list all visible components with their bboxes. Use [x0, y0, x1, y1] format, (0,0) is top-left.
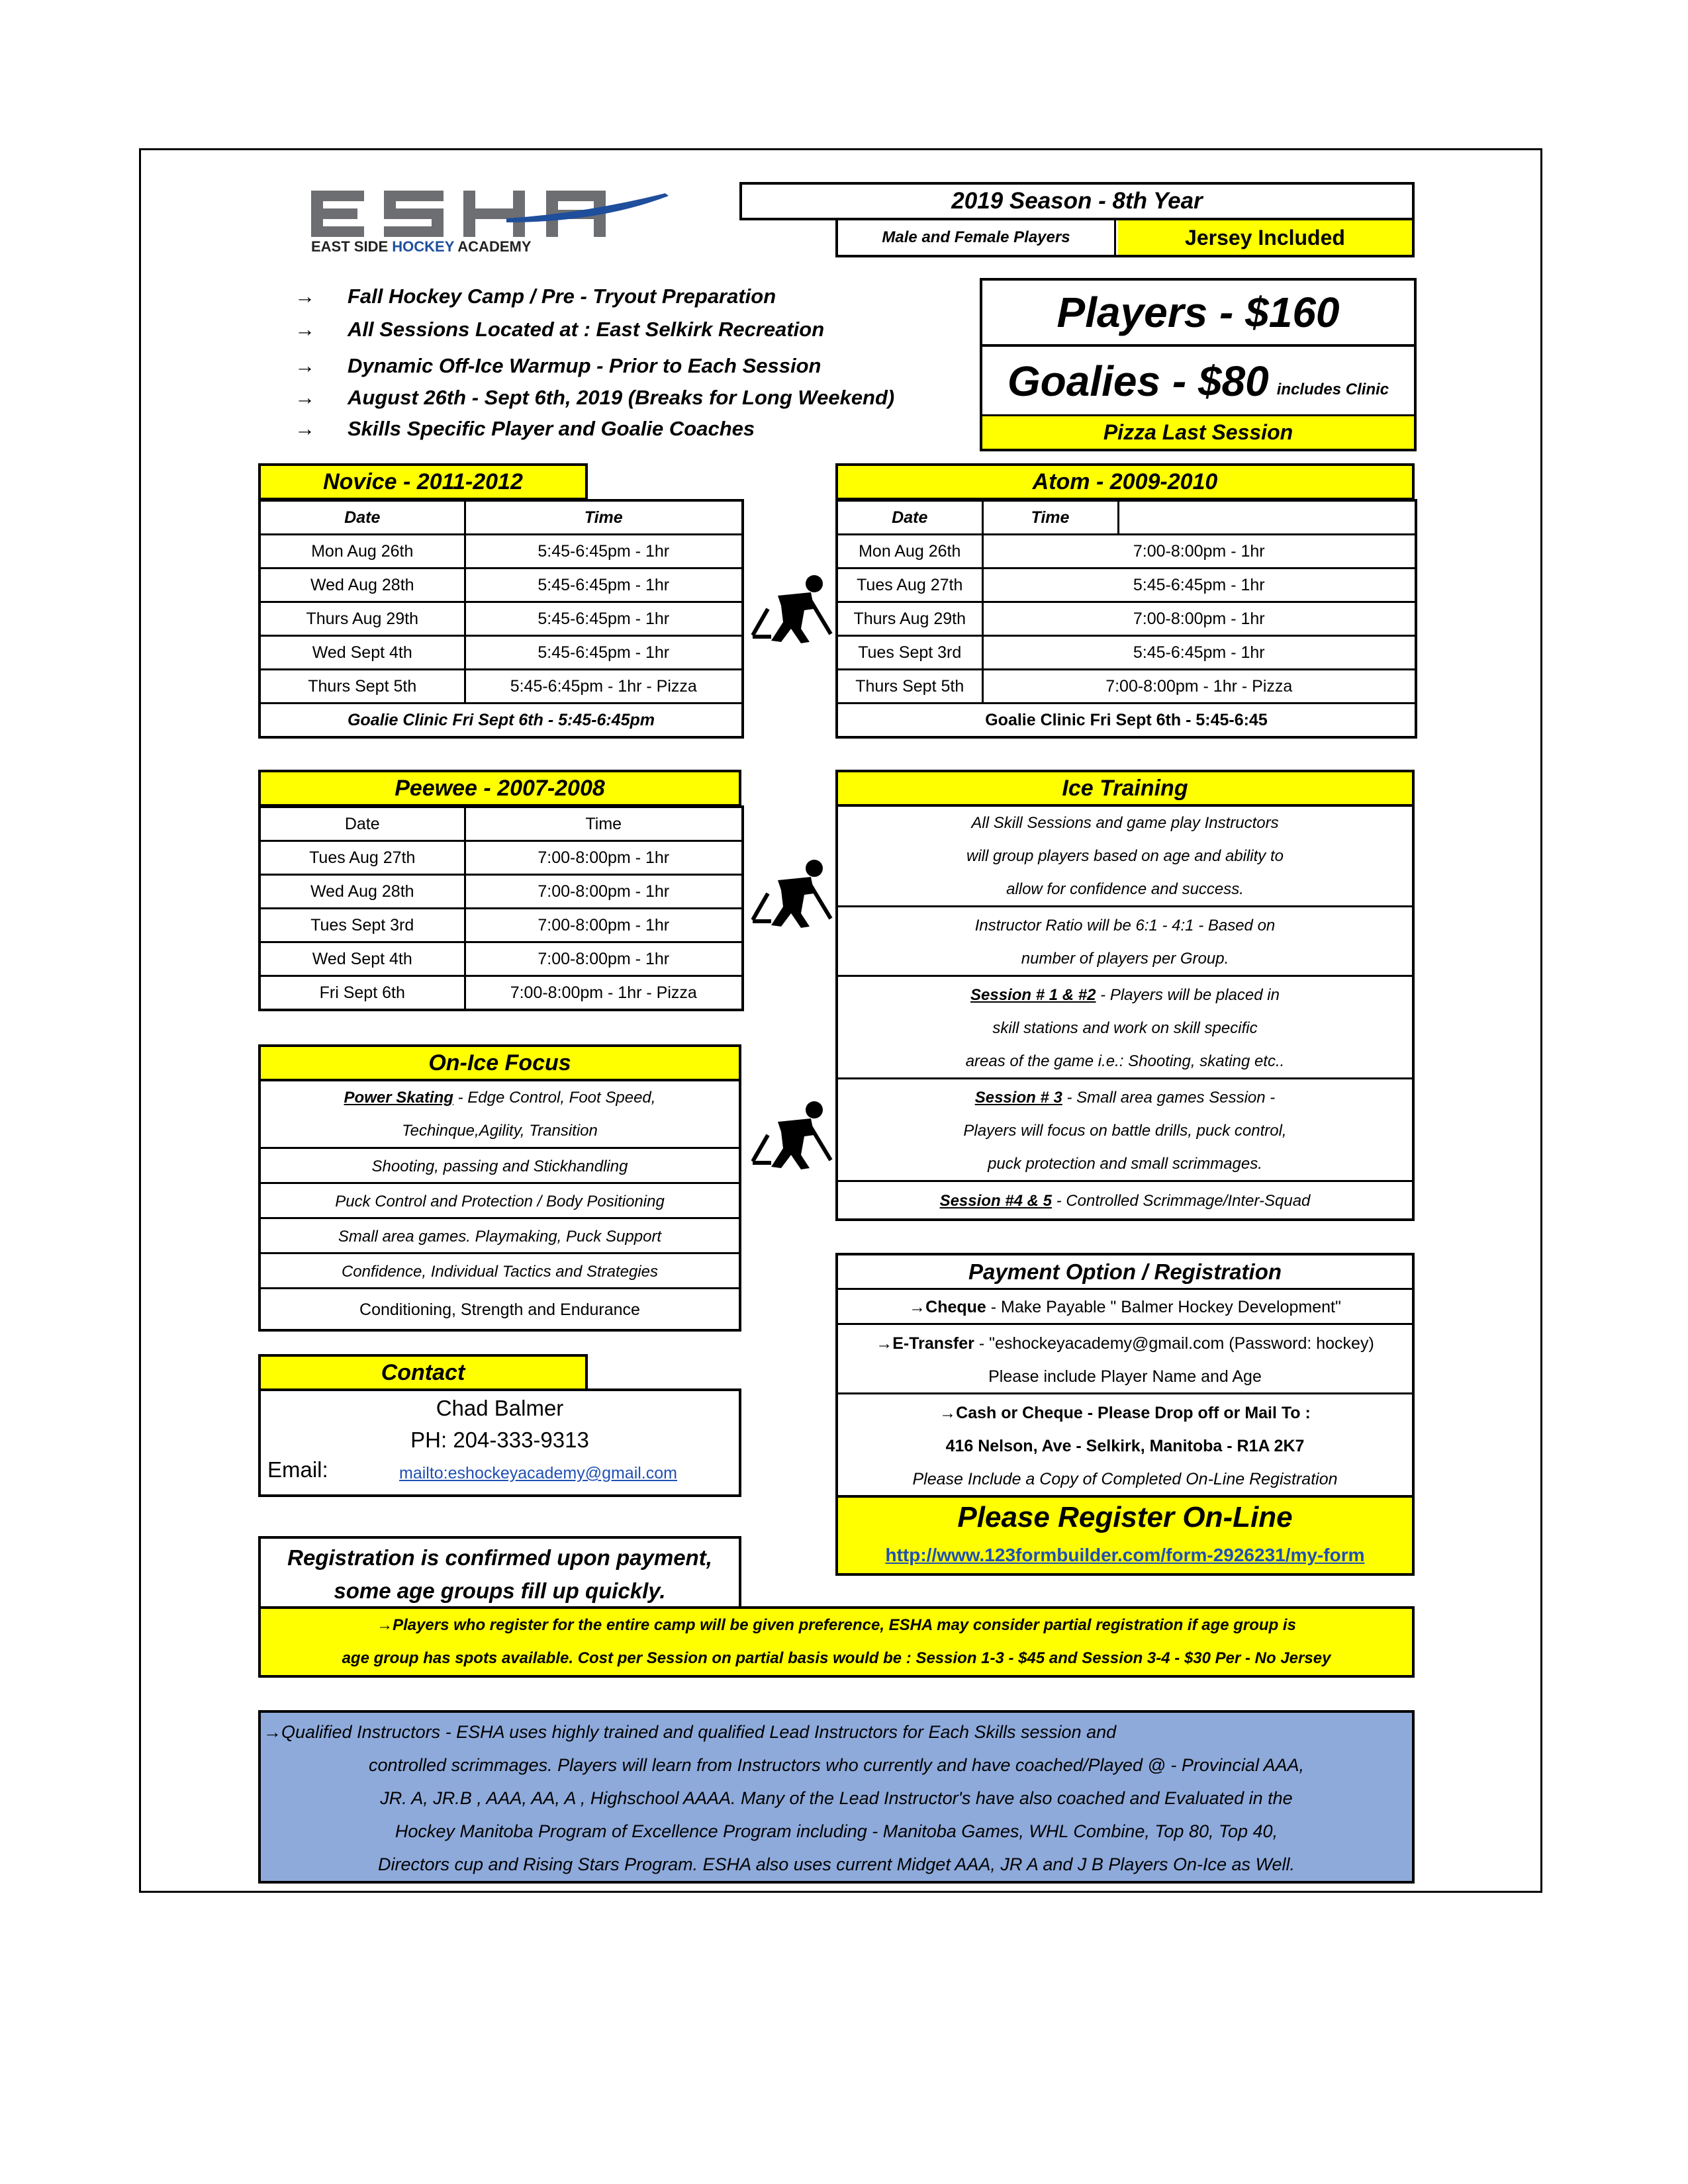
table-row: [259, 569, 743, 602]
time-cell: 7:00-8:00pm - 1hr: [982, 602, 1416, 636]
date-cell: Wed Aug 28th: [259, 875, 465, 909]
instructors-line-5: Directors cup and Rising Stars Program. ESHA also uses current Midget AAA, JR A and J B Players On-Ice as Well.: [377, 1854, 1295, 1874]
goalie-clinic-cell: Goalie Clinic Fri Sept 6th - 5:45-6:45pm: [259, 704, 743, 738]
table-row: [259, 942, 743, 976]
ice-training-para-2: [838, 909, 1412, 977]
focus-item: Puck Control and Protection / Body Positioning: [261, 1186, 739, 1219]
text-line: allow for confidence and success.: [1006, 880, 1244, 898]
empty-cell: [1118, 500, 1416, 535]
esha-logo-graphic: [308, 185, 679, 258]
table-row: [837, 569, 1416, 602]
time-cell: 7:00-8:00pm - 1hr: [465, 875, 743, 909]
date-header: Date: [259, 807, 465, 841]
session-label: Session # 3: [974, 1089, 1062, 1107]
table-row: [259, 704, 743, 738]
peewee-title: Peewee - 2007-2008: [258, 770, 741, 807]
on-ice-focus-title: On-Ice Focus: [258, 1044, 741, 1081]
etransfer-label: E-Transfer: [892, 1334, 974, 1353]
text-line: →E-Transfer - "eshockeyacademy@gmail.com (Password: hockey): [876, 1334, 1374, 1353]
novice-title: Novice - 2011-2012: [258, 463, 588, 500]
text-line: skill stations and work on skill specific: [992, 1019, 1258, 1037]
novice-table: [258, 499, 744, 739]
date-cell: Wed Sept 4th: [259, 636, 465, 670]
session-label: Session #4 & 5: [939, 1192, 1052, 1210]
date-cell: Mon Aug 26th: [837, 535, 982, 569]
text-line: →Cash or Cheque - Please Drop off or Mail To :: [939, 1404, 1311, 1422]
date-header: Date: [837, 500, 982, 535]
text-line: number of players per Group.: [1021, 950, 1229, 968]
svg-text:EAST SIDE HOCKEY ACADEMY: EAST SIDE HOCKEY ACADEMY: [311, 238, 532, 255]
cheque-label: Cheque: [925, 1298, 986, 1316]
table-row: [259, 535, 743, 569]
contact-name: Chad Balmer: [436, 1396, 564, 1420]
season-title: 2019 Season - 8th Year: [739, 182, 1415, 220]
focus-item: Shooting, passing and Stickhandling: [261, 1151, 739, 1184]
text-line: Session # 3 - Small area games Session -: [974, 1089, 1276, 1107]
contact-email-link[interactable]: mailto:eshockeyacademy@gmail.com: [399, 1464, 677, 1482]
text-line: Instructor Ratio will be 6:1 - 4:1 - Based on: [974, 917, 1276, 934]
time-cell: 7:00-8:00pm - 1hr: [465, 841, 743, 875]
time-cell: 5:45-6:45pm - 1hr: [982, 569, 1416, 602]
time-cell: 5:45-6:45pm - 1hr: [465, 602, 743, 636]
pizza-last-session: Pizza Last Session: [982, 414, 1414, 449]
text-line: Please include Player Name and Age: [988, 1367, 1262, 1386]
date-cell: Thurs Aug 29th: [259, 602, 465, 636]
esha-logo: [308, 185, 679, 258]
players-price: Players - $160: [982, 281, 1414, 347]
hockey-player-icon: [751, 854, 837, 933]
time-header: Time: [465, 807, 743, 841]
clinic-note: includes Clinic: [1276, 381, 1389, 398]
text-line: All Skill Sessions and game play Instructors: [971, 814, 1279, 832]
ice-training-para-1: [838, 807, 1412, 907]
date-cell: Thurs Sept 5th: [837, 670, 982, 704]
hockey-player-icon: [751, 569, 837, 649]
text-line: puck protection and small scrimmages.: [988, 1155, 1262, 1173]
table-row: [259, 602, 743, 636]
table-row: [259, 976, 743, 1011]
confirm-line-2: some age groups fill up quickly.: [334, 1578, 666, 1603]
time-cell: 7:00-8:00pm - 1hr: [982, 535, 1416, 569]
table-row: [837, 636, 1416, 670]
ice-training-title: Ice Training: [835, 770, 1415, 807]
instructors-line-2: controlled scrimmages. Players will learn from Instructors who currently and have coached/Played @ - Provincial AAA,: [369, 1755, 1304, 1775]
date-cell: Fri Sept 6th: [259, 976, 465, 1011]
instructors-line-3: JR. A, JR.B , AAA, AA, A , Highschool AAAA. Many of the Lead Instructor's have also coached and Evaluated in the: [380, 1788, 1293, 1808]
date-cell: Tues Sept 3rd: [259, 909, 465, 942]
date-cell: Tues Aug 27th: [259, 841, 465, 875]
text-line: will group players based on age and ability to: [966, 847, 1284, 865]
goalies-price-row: [982, 349, 1414, 413]
atom-title: Atom - 2009-2010: [835, 463, 1415, 500]
text-line: areas of the game i.e.: Shooting, skating etc..: [965, 1052, 1285, 1070]
focus-power-skating: [261, 1081, 739, 1149]
goalies-price: Goalies - $80: [1007, 357, 1269, 405]
instructors-line-4: Hockey Manitoba Program of Excellence Program including - Manitoba Games, WHL Combine, Top 80, Top 40,: [395, 1821, 1278, 1841]
ice-training-para-5: Session #4 & 5 - Controlled Scrimmage/Inter-Squad: [939, 1192, 1311, 1210]
focus-item: Small area games. Playmaking, Puck Support: [261, 1221, 739, 1254]
instructors-line-1: →Qualified Instructors - ESHA uses highly trained and qualified Lead Instructors for Each Skills session and: [263, 1722, 1117, 1742]
time-header: Time: [982, 500, 1118, 535]
text-line: Session # 1 & #2 - Players will be placed in: [970, 986, 1280, 1004]
table-header: [837, 500, 1416, 535]
table-row: [837, 602, 1416, 636]
text-line: Power Skating - Edge Control, Foot Speed,: [344, 1089, 656, 1107]
contact-title: Contact: [258, 1354, 588, 1391]
address: 416 Nelson, Ave - Selkirk, Manitoba - R1A 2K7: [945, 1437, 1305, 1455]
payment-cash: [838, 1396, 1412, 1496]
text-line: Players will focus on battle drills, puck control,: [963, 1122, 1287, 1140]
atom-table: [835, 499, 1417, 739]
time-cell: 5:45-6:45pm - 1hr - Pizza: [465, 670, 743, 704]
contact-email-label: Email:: [267, 1457, 328, 1482]
table-header: [259, 807, 743, 841]
date-cell: Tues Sept 3rd: [837, 636, 982, 670]
partial-line-1: →Players who register for the entire camp will be given preference, ESHA may consider partial registration if age group is: [377, 1616, 1296, 1634]
payment-cheque: → Cheque - Make Payable " Balmer Hockey Development": [838, 1292, 1412, 1325]
date-cell: Mon Aug 26th: [259, 535, 465, 569]
payment-title: Payment Option / Registration: [838, 1255, 1412, 1290]
table-row: [259, 909, 743, 942]
table-row: [259, 670, 743, 704]
time-cell: 7:00-8:00pm - 1hr - Pizza: [982, 670, 1416, 704]
date-cell: Wed Aug 28th: [259, 569, 465, 602]
session-label: Session # 1 & #2: [970, 986, 1096, 1004]
register-link[interactable]: http://www.123formbuilder.com/form-2926231/my-form: [885, 1545, 1365, 1565]
time-cell: 7:00-8:00pm - 1hr: [465, 909, 743, 942]
table-row: [837, 535, 1416, 569]
date-cell: Thurs Aug 29th: [837, 602, 982, 636]
time-header: Time: [465, 500, 743, 535]
time-cell: 7:00-8:00pm - 1hr: [465, 942, 743, 976]
time-cell: 5:45-6:45pm - 1hr: [465, 636, 743, 670]
goalie-clinic-cell: Goalie Clinic Fri Sept 6th - 5:45-6:45: [837, 704, 1416, 738]
date-cell: Wed Sept 4th: [259, 942, 465, 976]
text-line: Techinque,Agility, Transition: [402, 1122, 598, 1140]
partial-registration-box: [258, 1606, 1415, 1678]
date-cell: Tues Aug 27th: [837, 569, 982, 602]
time-cell: 5:45-6:45pm - 1hr: [465, 569, 743, 602]
time-cell: 5:45-6:45pm - 1hr: [982, 636, 1416, 670]
date-cell: Thurs Sept 5th: [259, 670, 465, 704]
ice-training-para-4: [838, 1081, 1412, 1182]
ice-training-para-3: [838, 979, 1412, 1079]
focus-item: Confidence, Individual Tactics and Strategies: [261, 1256, 739, 1289]
text-line: Please Include a Copy of Completed On-Line Registration: [912, 1470, 1338, 1488]
payment-etransfer: [838, 1327, 1412, 1394]
table-header: [259, 500, 743, 535]
table-row: [837, 670, 1416, 704]
peewee-table: [258, 805, 744, 1011]
table-row: [259, 636, 743, 670]
table-row: [837, 704, 1416, 738]
jersey-included: Jersey Included: [1118, 220, 1412, 255]
power-skating-label: Power Skating: [344, 1089, 453, 1107]
contact-phone: PH: 204-333-9313: [410, 1428, 589, 1452]
time-cell: 7:00-8:00pm - 1hr - Pizza: [465, 976, 743, 1011]
confirm-box: [258, 1536, 741, 1609]
partial-line-2: age group has spots available. Cost per Session on partial basis would be : Session 1-3 - $45 and Session 3-4 - $30 Per - No Jersey: [342, 1649, 1331, 1667]
table-row: [259, 875, 743, 909]
date-header: Date: [259, 500, 465, 535]
table-row: [259, 841, 743, 875]
players-note: Male and Female Players: [838, 220, 1116, 255]
confirm-line-1: Registration is confirmed upon payment,: [287, 1545, 712, 1570]
time-cell: 5:45-6:45pm - 1hr: [465, 535, 743, 569]
instructors-box: [258, 1710, 1415, 1884]
focus-item: Conditioning, Strength and Endurance: [359, 1300, 640, 1319]
register-title: Please Register On-Line: [957, 1501, 1293, 1533]
hockey-player-icon: [751, 1095, 837, 1175]
